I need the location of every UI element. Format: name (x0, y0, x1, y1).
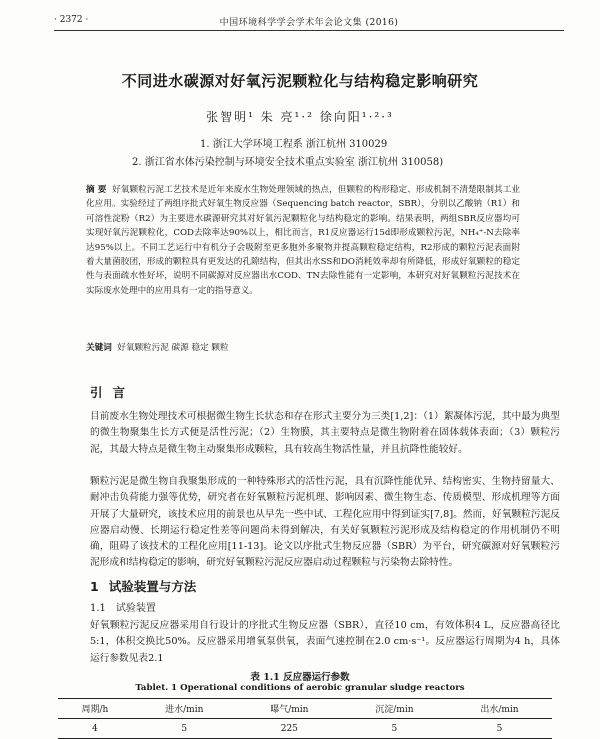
operational-conditions-table (58, 698, 552, 739)
table-header-row (58, 699, 552, 719)
table-cell: 5 (181, 723, 188, 734)
table-header-cell: 曝气/min (237, 699, 342, 719)
table-header-cell: 沉淀/min (342, 699, 447, 719)
table-caption-en: Tablet. 1 Operational conditions of aerobic granular sludge reactors (135, 683, 465, 693)
page-number: · 2372 · (54, 15, 89, 25)
table-cell: 5 (391, 723, 398, 734)
abstract (86, 183, 520, 298)
running-header (54, 8, 564, 31)
affiliation-2: 2. 浙江省水体污染控制与环境安全技术重点实验室 浙江杭州 310058) (132, 157, 444, 168)
keywords-label: 关键词 (86, 343, 112, 353)
section-heading-introduction: 引言 (90, 385, 126, 400)
keywords (86, 341, 520, 355)
section-heading-1: 1 试验装置与方法 (90, 579, 197, 594)
keywords-text: 好氧颗粒污泥 碳源 稳定 颗粒 (117, 343, 229, 353)
subsection-heading-1-1: 1.1 试验装置 (90, 603, 156, 614)
table-cell: 225 (280, 723, 298, 734)
table-row (58, 719, 552, 739)
authors: 张智明¹ 朱 亮¹·² 徐向阳¹·²·³ (206, 110, 394, 124)
table-cell: 4 (92, 723, 98, 734)
affiliation-1: 1. 浙江大学环境工程系 浙江杭州 310029 (200, 139, 388, 150)
abstract-label: 摘 要 (86, 185, 107, 195)
intro-paragraph-1: 目前废水生物处理技术可根据微生物生长状态和存在形式主要分为三类[1,2]：（1）絮凝体污泥，其中最为典型的微生物聚集生长方式便是活性污泥；（2）生物膜，其主要特点是微生物附着在固体载体表面；（3）颗粒污泥，其最大特点是微生物主动聚集形成颗粒，具有较高生物活性量，并且抗降性能较好。 (90, 411, 560, 455)
intro-paragraph-2: 颗粒污泥是微生物自我聚集形成的一种特殊形式的活性污泥，具有沉降性能优异、结构密实、生物持留量大、耐冲击负荷能力强等优势，研究者在好氧颗粒污泥机理、影响因素、微生物生态、传质模型、形成机理等方面开展了大量研究，该技术应用的前景也从早先一些中试、工程化应用中得到证实[7,8]。然而，好氧颗粒污泥反应器启动慢、长期运行稳定性差等问题尚未得到解决，有关好氧颗粒污泥形成及结构稳定的作用机制仍不明确，阻碍了该技术的工程化应用[11-13]。论文以序批式生物反应器（SBR）为平台，研究碳源对好氧颗粒污泥形成和结构稳定的影响，研究好氧颗粒污泥反应器启动过程颗粒与污染物去除特性。 (90, 476, 560, 569)
table-header-cell: 周期/h (58, 699, 132, 719)
paper-title: 不同进水碳源对好氧污泥颗粒化与结构稳定影响研究 (121, 72, 479, 90)
abstract-text: 好氧颗粒污泥工艺技术是近年来废水生物处理领域的热点，但颗粒的构形稳定、形成机制不清楚限制其工业化应用。实验经过了两组序批式好氧生物反应器（Sequencing batch reactor，SBR），分别以乙酸钠（R1）和可溶性淀粉（R2）为主要进水碳源研究其对好氧污泥颗粒化与结构稳定的影响。结果表明，两组SBR反应器均可实现好氧污泥颗粒化，COD去除率达90%以上，相比而言，R1反应器运行15d即形成颗粒污泥，NH₄⁺-N去除率达95%以上。不同工艺运行中有机分子会吸附至更多胞外多聚物并提高颗粒稳定结构，R2形成的颗粒污泥表面附着大量菌胶团，形成的颗粒具有更发达的孔隙结构，但其出水SS和DO消耗效率却有所降低，形成好氧颗粒的稳定性与表面疏水性好坏，说明不同碳源对反应器出水COD、TN去除性能有一定影响，本研究对好氧颗粒污泥技术在实际废水处理中的应用具有一定的指导意义。 (86, 185, 520, 296)
table-cell: 5 (496, 723, 503, 734)
table-caption-cn: 表 1.1 反应器运行参数 (250, 672, 350, 683)
table-header-cell: 出水/min (447, 699, 552, 719)
conference-name: 中国环境科学学会学术年会论文集 (2016) (219, 18, 399, 28)
table-header-cell: 进水/min (132, 699, 237, 719)
section-1-paragraph: 好氧颗粒污泥反应器采用自行设计的序批式生物反应器（SBR），直径10 cm，有效体积4 L，反应器高径比5:1，体积交换比50%。反应器采用增氧泵供氧，表面气速控制在2.0 cm·s⁻¹。反应器运行周期为4 h，具体运行参数见表2.1 (90, 620, 560, 664)
